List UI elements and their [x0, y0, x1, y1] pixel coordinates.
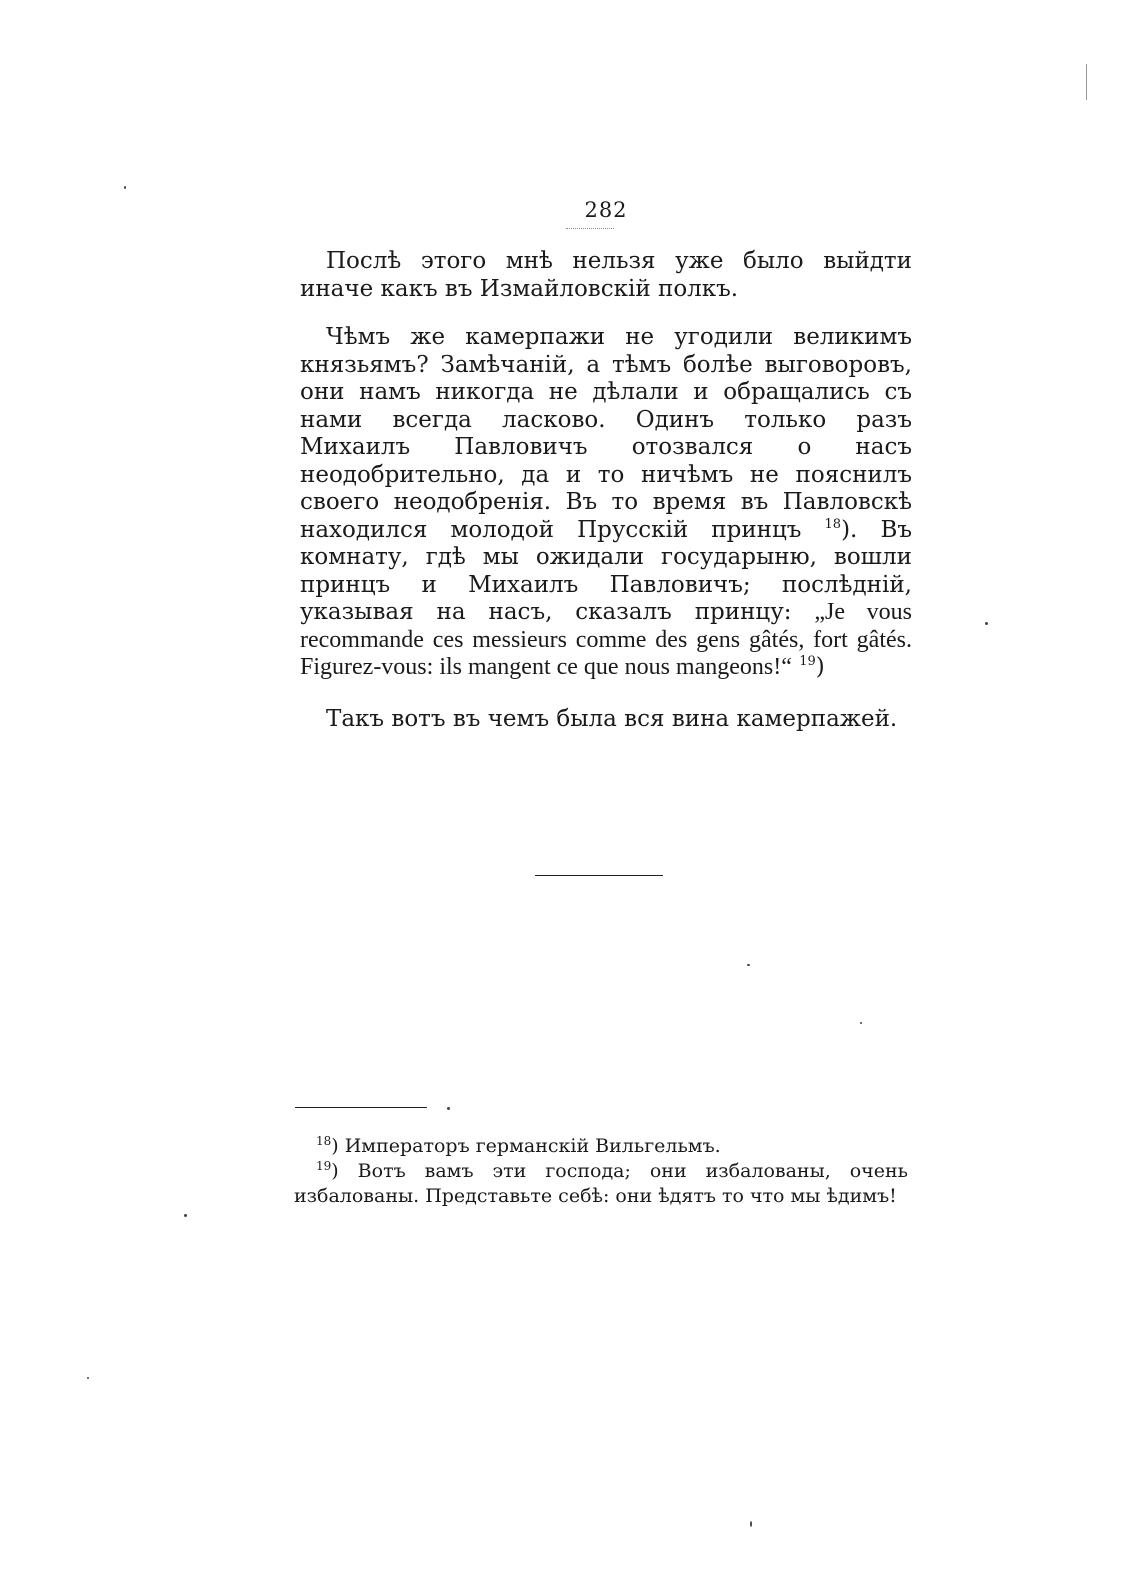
paragraph-2-russian-part-1: Чѣмъ же камерпажи не угодили великимъ князьямъ? Замѣчаній, а тѣмъ болѣе выговоровъ, они намъ никогда не дѣлали и обращались съ нами всегда ласково. Одинъ только разъ Михаилъ Павловичъ отозвался о насъ неодобрительно, да и то ничѣмъ не пояснилъ своего неодобренія. Въ то время въ Павловскѣ находился молодой Прусскій принцъ	[300, 324, 912, 543]
footnote-19	[294, 1159, 908, 1209]
paragraph-2-text	[300, 324, 912, 682]
paragraph-2-closing: )	[815, 654, 825, 680]
footnote-ref-19: 19	[799, 654, 816, 669]
footnote-ref-18: 18	[824, 516, 842, 532]
scan-speck	[985, 622, 988, 625]
footnotes	[294, 1134, 908, 1209]
scan-speck	[184, 1214, 187, 1217]
scan-speck	[124, 186, 126, 189]
footnote-18-text: ) Императоръ германскій Вильгельмъ.	[331, 1135, 721, 1157]
scan-speck	[860, 1022, 862, 1024]
section-end-rule	[535, 875, 663, 876]
footnote-19-mark: 19	[316, 1159, 332, 1173]
footnote-separator	[295, 1107, 427, 1108]
paragraph-1-text: Послѣ этого мнѣ нельзя уже было выйдти иначе какъ въ Измайловскій полкъ.	[300, 248, 912, 302]
paragraph-2-russian-part-2: ). Въ комнату, гдѣ мы ожидали государыню, вошли принцъ и Михаилъ Павловичъ; послѣдній, указывая на насъ, сказалъ принцу:	[300, 516, 912, 625]
footnote-18-mark: 18	[316, 1134, 332, 1148]
paragraph-3	[300, 706, 912, 734]
page-number-ornament	[566, 228, 614, 229]
scan-speck	[750, 1521, 752, 1527]
page-number: 282	[584, 198, 628, 222]
scan-speck	[87, 1377, 89, 1379]
scan-speck	[447, 1107, 450, 1110]
scan-speck	[747, 964, 750, 966]
french-quote: „Je vous recommande ces messieurs comme des gens gâtés, fort gâtés. Figurez-vous: ils mangent ce que nous mangeons!“	[300, 599, 912, 680]
scan-edge-mark	[1086, 64, 1087, 100]
footnote-18	[294, 1134, 908, 1159]
paragraph-1	[300, 248, 912, 303]
paragraph-3-text: Такъ вотъ въ чемъ была вся вина камерпажей.	[326, 706, 898, 732]
paragraph-2	[300, 324, 912, 682]
footnote-19-text: ) Вотъ вамъ эти господа; они избалованы, очень избалованы. Представьте себѣ: они ѣдятъ то что мы ѣдимъ!	[294, 1160, 908, 1207]
